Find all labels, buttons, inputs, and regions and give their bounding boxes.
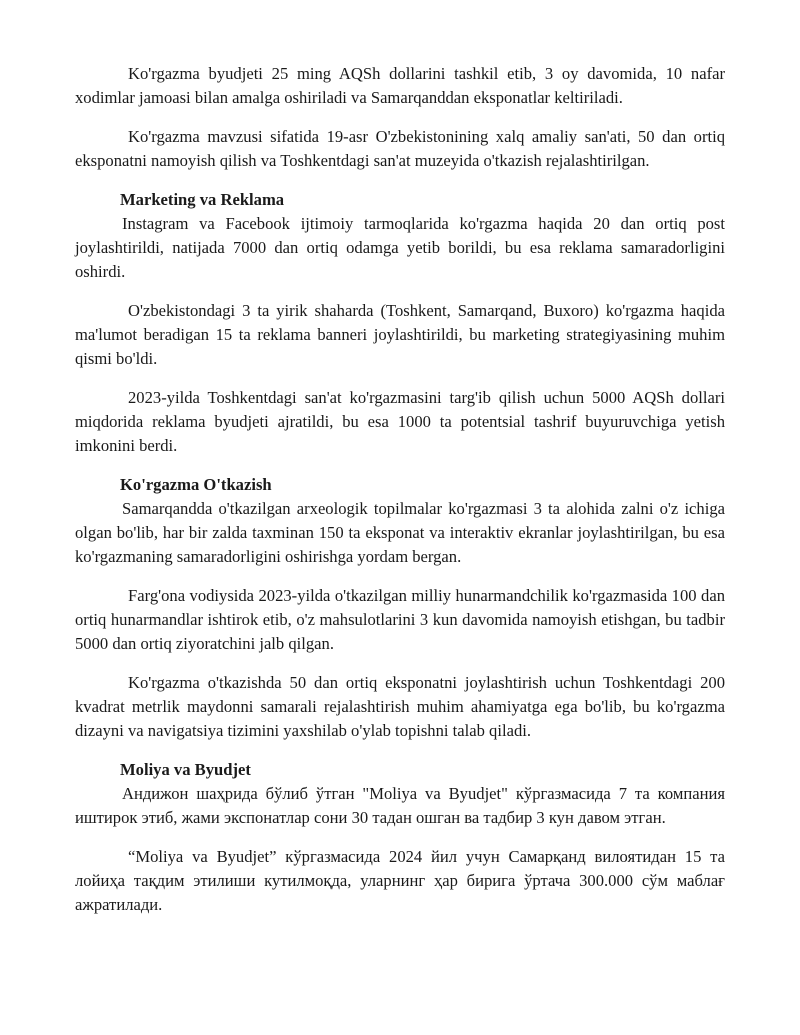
paragraph-otkazish-space: Ko'rgazma o'tkazishda 50 dan ortiq eksponatni joylashtirish uchun Toshkentdagi 200 kvadrat metrlik maydonni samarali rejalashtirish muhim ahamiyatga ega bo'lib, bu ko'rgazma dizayni va navigatsiya tizimini yaxshilab o'ylab topishni talab qiladi.: [75, 673, 725, 740]
heading-otkazish: Ko'rgazma O'tkazish: [120, 475, 272, 494]
paragraph-otkazish-samarqand: Samarqandda o'tkazilgan arxeologik topilmalar ko'rgazmasi 3 ta alohida zalni o'z ichiga olgan bo'lib, har bir zalda taxminan 150 ta eksponat va interaktiv ekranlar joylashtirilgan, bu esa ko'rgazmaning samaradorligini oshirishga yordam bergan.: [75, 499, 725, 566]
paragraph-otkazish-fargona: Farg'ona vodiysida 2023-yilda o'tkazilgan milliy hunarmandchilik ko'rgazmasida 100 dan ortiq hunarmandlar ishtirok etib, o'z mahsulotlarini 3 kun davomida namoyish etishgan, bu tadbir 5000 dan ortiq ziyoratchini jalb qilgan.: [75, 586, 725, 653]
paragraph-marketing-social: Instagram va Facebook ijtimoiy tarmoqlarida ko'rgazma haqida 20 dan ortiq post joylashtirildi, natijada 7000 dan ortiq odamga yetib borildi, bu esa reklama samaradorligini oshirdi.: [75, 214, 725, 281]
paragraph-moliya-andijon: Андижон шаҳрида бўлиб ўтган "Moliya va Byudjet" кўргазмасида 7 та компания иштирок этиб, жами экспонатлар сони 30 тадан ошган ва тадбир 3 кун давом этган.: [75, 784, 725, 827]
paragraph-moliya-2024: “Moliya va Byudjet” кўргазмасида 2024 йил учун Самарқанд вилоятидан 15 та лойиҳа тақдим этилиши кутилмоқда, уларнинг ҳар бирига ўртача 300.000 сўм маблағ ажратилади.: [75, 847, 725, 914]
paragraph-budget: Ko'rgazma byudjeti 25 ming AQSh dollarini tashkil etib, 3 oy davomida, 10 nafar xodimlar jamoasi bilan amalga oshiriladi va Samarqanddan eksponatlar keltiriladi.: [75, 64, 725, 107]
paragraph-theme: Ko'rgazma mavzusi sifatida 19-asr O'zbekistonining xalq amaliy san'ati, 50 dan ortiq eksponatni namoyish qilish va Toshkentdagi san'at muzeyida o'tkazish rejalashtirilgan.: [75, 127, 725, 170]
paragraph-marketing-budget: 2023-yilda Toshkentdagi san'at ko'rgazmasini targ'ib qilish uchun 5000 AQSh dollari miqdorida reklama byudjeti ajratildi, bu esa 1000 ta potentsial tashrif buyuruvchiga yetish imkonini berdi.: [75, 388, 725, 455]
paragraph-marketing-banners: O'zbekistondagi 3 ta yirik shaharda (Toshkent, Samarqand, Buxoro) ko'rgazma haqida ma'lumot beradigan 15 ta reklama banneri joylashtirildi, bu marketing strategiyasining muhim qismi bo'ldi.: [75, 301, 725, 368]
heading-moliya: Moliya va Byudjet: [120, 760, 251, 779]
document-page: [75, 62, 725, 932]
heading-marketing: Marketing va Reklama: [120, 190, 285, 209]
